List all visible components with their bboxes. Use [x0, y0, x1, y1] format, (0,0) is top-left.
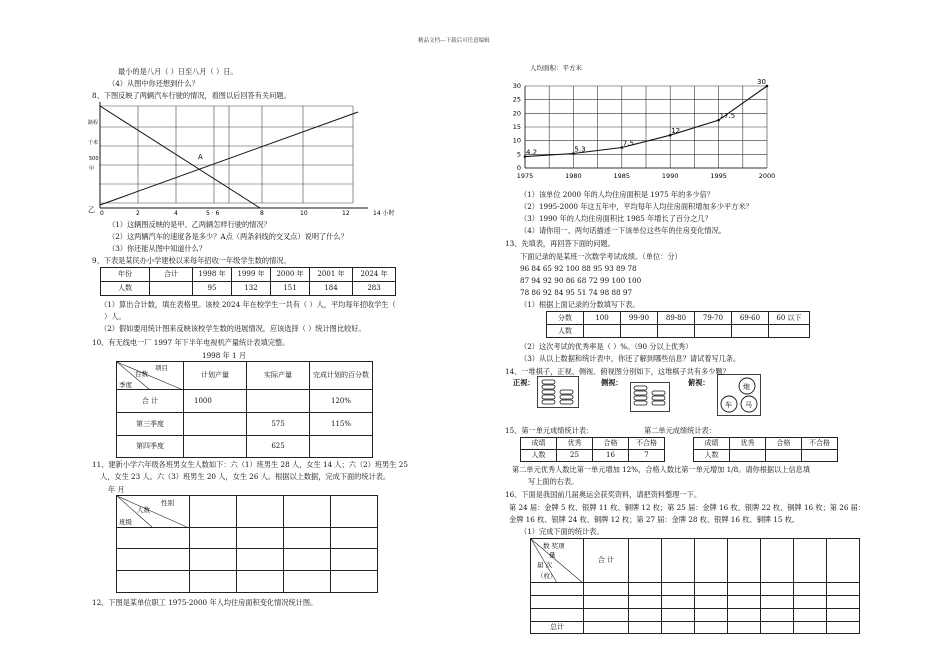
left-line-2: （4）从图中你还想到什么？: [108, 79, 199, 88]
q8-ylabel-top: 路程: [88, 120, 99, 126]
q16-diag-header: [531, 539, 584, 583]
q11-table: [116, 495, 378, 593]
q15a-r0: 人数: [521, 450, 557, 462]
q10-r1c1[interactable]: [184, 413, 247, 436]
y-tick-label: 0: [516, 164, 521, 172]
q8-xtick-10: 10: [300, 210, 308, 217]
q9-h3: 1999 年: [232, 268, 271, 282]
q9-r4: 151: [271, 282, 310, 296]
q16-table: [530, 538, 860, 634]
q16-cell[interactable]: [531, 596, 584, 609]
q8-xtick-12: 12: [342, 210, 350, 217]
q15b-r2[interactable]: [766, 450, 802, 462]
q10-r0c2[interactable]: [247, 390, 310, 413]
q15a-h2: 合格: [593, 438, 629, 450]
q13-r5[interactable]: [732, 325, 769, 338]
q16-sub-1: （1）完成下面的统计表。: [520, 527, 604, 536]
q15-text-2: 写上面的右表。: [528, 477, 579, 486]
q12-sub-3: （3）1990 年的人均住房面积比 1985 年增长了百分之几？: [520, 214, 712, 223]
q10-r1c2: 575: [247, 413, 310, 436]
q15a-r3: 7: [629, 450, 665, 462]
q10-r0c1: 1000: [184, 390, 247, 413]
q11-cell[interactable]: [237, 496, 284, 528]
page-header: 精品文档---下载后可任意编辑: [418, 38, 490, 44]
q12-sub-2: （2）1995-2000 年这五年中，平均每年人均住房面积增加多少平方米？: [520, 202, 753, 211]
data-label: 17.5: [719, 112, 736, 121]
q10-diag-item: 项目: [155, 364, 168, 372]
q15b-h1: 优秀: [730, 438, 766, 450]
housing-area-line-chart: [505, 78, 790, 183]
q11-cell[interactable]: [331, 549, 378, 571]
q10-diag-count: 台数: [135, 370, 148, 378]
q16-cell[interactable]: [827, 539, 860, 583]
q16-cell[interactable]: [794, 583, 827, 596]
q16-cell[interactable]: [695, 539, 728, 583]
q16-cell[interactable]: [584, 609, 629, 622]
q9-r5: 184: [310, 282, 353, 296]
question-15a: 15、第一单元成绩统计表：: [505, 426, 594, 435]
q13-sub-1: （1）根据上面记录的分数填写下表。: [520, 300, 640, 309]
q10-r2c1[interactable]: [184, 436, 247, 458]
q16-cell[interactable]: [584, 583, 629, 596]
q16-cell[interactable]: [794, 622, 827, 634]
q16-cell[interactable]: [662, 583, 695, 596]
y-tick-label: 15: [512, 123, 521, 131]
q16-diag-l2: 量: [549, 551, 556, 559]
q11-cell[interactable]: [117, 571, 190, 593]
q16-cell[interactable]: [761, 622, 794, 634]
q10-caption: 1998 年 1 月: [202, 351, 247, 360]
q11-cell[interactable]: [331, 528, 378, 549]
q11-cell[interactable]: [190, 496, 237, 528]
q16-cell[interactable]: [629, 596, 662, 609]
area-chart-title: 人均面积：平方米: [530, 64, 582, 72]
q15-table-1: [520, 437, 665, 462]
q13-table: [546, 311, 810, 338]
q16-cell[interactable]: [728, 539, 761, 583]
q13-r1[interactable]: [584, 325, 621, 338]
y-tick-label: 20: [512, 109, 521, 118]
q9-h1: 合计: [150, 268, 193, 282]
view-top-label: 俯视：: [688, 378, 710, 387]
q16-cell[interactable]: [794, 596, 827, 609]
q13-r3[interactable]: [658, 325, 695, 338]
q9-r6: 283: [353, 282, 396, 296]
q16-cell[interactable]: [827, 622, 860, 634]
q15a-h0: 成绩: [521, 438, 557, 450]
q10-diag-season: 季度: [119, 381, 132, 389]
q10-col1: 计划产量: [184, 362, 247, 390]
q11-cell[interactable]: [190, 528, 237, 549]
data-point: [766, 85, 769, 88]
data-label: 7.5: [622, 139, 634, 148]
q15b-r3[interactable]: [802, 450, 838, 462]
q13-h6: 60 以下: [769, 312, 810, 325]
score-row-2: 87 94 92 90 86 68 72 99 100 100: [520, 276, 642, 285]
x-tick-label: 1980: [565, 172, 582, 180]
q9-sub-1b: ）人。: [104, 312, 126, 321]
q13-h4: 79-70: [695, 312, 732, 325]
piece-che: 车: [725, 401, 732, 409]
q11-cell[interactable]: [284, 496, 331, 528]
q16-cell[interactable]: [531, 583, 584, 596]
q11-cell[interactable]: [284, 571, 331, 593]
piece-pao: 炮: [743, 383, 750, 391]
x-tick-label: 1985: [613, 172, 631, 180]
q8-sub-2: （2）这两辆汽车的速度各是多少？A点（两条斜线的交叉点）说明了什么？: [108, 232, 348, 241]
q16-cell[interactable]: [662, 539, 695, 583]
q16-col-total: 合 计: [584, 539, 629, 583]
q13-sub-2: （2）这次考试的优秀率是（ ）%。（90 分以上优秀）: [520, 342, 693, 351]
q16-cell[interactable]: [584, 622, 629, 634]
q9-h2: 1998 年: [193, 268, 232, 282]
question-10: 10、有无线电一厂 1997 年下半年电视机产量统计表填完整。: [92, 338, 290, 347]
q16-cell[interactable]: [695, 596, 728, 609]
q16-cell[interactable]: [761, 539, 794, 583]
q13-h5: 69-60: [732, 312, 769, 325]
q16-cell[interactable]: [662, 596, 695, 609]
q11-diag-gender: 性别: [161, 499, 174, 507]
q8-ylabel-units: 千米: [88, 140, 99, 146]
q16-diag-l4: （枚）: [537, 572, 557, 580]
q15b-h2: 合格: [766, 438, 802, 450]
q10-diag-header: [117, 362, 184, 390]
q15a-r1: 25: [557, 450, 593, 462]
question-13: 13、先填表，再回答下面的问题。: [505, 239, 615, 248]
front-view-figure: [537, 376, 579, 408]
y-tick-label: 30: [512, 82, 521, 90]
data-label: 5.3: [574, 145, 586, 154]
q13-h1: 100: [584, 312, 621, 325]
left-line-1: 最小的是八月（ ）日至八月（ ）日。: [118, 67, 238, 76]
question-11a: 11、建新小学六年级各班男女生人数如下：六（1）班男生 28 人，女生 14 人；六（2）班男生 25: [92, 460, 408, 469]
q16-cell[interactable]: [761, 609, 794, 622]
q15a-r2: 16: [593, 450, 629, 462]
q8-origin-label: 乙: [88, 206, 95, 214]
q10-col3: 完成计划的百分数: [310, 362, 373, 390]
q16-cell[interactable]: [827, 596, 860, 609]
q16-cell[interactable]: [629, 539, 662, 583]
q11-cell[interactable]: [331, 571, 378, 593]
question-11b: 人，女生 23 人。六（3）班男生 20 人，女生 26 人。根据以上数据，完成下面的统计表。: [100, 472, 391, 481]
q16-cell[interactable]: [531, 609, 584, 622]
q16-cell[interactable]: [662, 622, 695, 634]
q10-r2c2: 625: [247, 436, 310, 458]
question-16: 16、下面是我国前几届奥运会获奖资料，请把资料整理一下。: [505, 490, 702, 499]
y-tick-label: 25: [512, 95, 521, 104]
q8-travel-chart: [88, 100, 395, 217]
q8-y500: 500: [89, 156, 99, 162]
q9-r2: 95: [193, 282, 232, 296]
question-15b: 第二单元成绩统计表：: [644, 426, 716, 435]
x-tick-label: 1990: [661, 172, 679, 180]
data-label: 30: [757, 78, 766, 86]
side-view-figure: [630, 382, 670, 412]
q16-diag-l3: 届 次: [537, 561, 553, 569]
q9-table: [100, 267, 396, 296]
view-front-label: 正视：: [513, 378, 535, 387]
q11-cell[interactable]: [237, 571, 284, 593]
q16-cell[interactable]: [584, 596, 629, 609]
q16-cell[interactable]: [827, 583, 860, 596]
q11-cell[interactable]: [190, 571, 237, 593]
question-14: 14、一堆棋子，正视、侧视、俯视图分别如下，这堆棋子共有多少颗？: [505, 367, 730, 376]
q8-line-jia: [100, 106, 260, 208]
piece-ma: 马: [745, 401, 752, 409]
q16-cell[interactable]: [629, 583, 662, 596]
q11-cell[interactable]: [190, 549, 237, 571]
q9-h0: 年份: [101, 268, 150, 282]
view-side-label: 侧视：: [601, 378, 623, 387]
q10-col2: 实际产量: [247, 362, 310, 390]
data-label: 12: [671, 127, 681, 136]
score-row-1: 96 84 65 92 100 88 95 93 89 78: [520, 264, 637, 273]
x-tick-label: 1995: [710, 172, 727, 180]
question-8: 8、下图反映了两辆汽车行驶的情况，看图以后回答有关问题。: [92, 91, 291, 100]
q16-cell[interactable]: [629, 609, 662, 622]
q13-r4[interactable]: [695, 325, 732, 338]
q15b-h0: 成绩: [694, 438, 730, 450]
q8-xtick-14: 14 小时: [373, 210, 395, 217]
q16-cell[interactable]: [695, 609, 728, 622]
q11-cell[interactable]: [331, 496, 378, 528]
q15a-h3: 不合格: [629, 438, 665, 450]
q10-r2c3[interactable]: [310, 436, 373, 458]
q16-diag-l1: 数 奖项: [543, 542, 565, 550]
q16-cell[interactable]: [728, 622, 761, 634]
q15-table-2: [693, 437, 838, 462]
q11-cell[interactable]: [284, 528, 331, 549]
question-9: 9、下表是某民办小学建校以来每年招收一年级学生数的情况。: [92, 256, 291, 265]
y-tick-label: 10: [512, 136, 521, 145]
q9-h5: 2001 年: [310, 268, 353, 282]
q16-cell[interactable]: [662, 609, 695, 622]
q16-row-total: 总计: [531, 622, 584, 634]
q16-cell[interactable]: [695, 583, 728, 596]
x-tick-label: 1975: [516, 172, 534, 180]
q13-r0: 人数: [547, 325, 584, 338]
q13-intro: 下面记录的是某班一次数学考试成绩。（单位：分）: [520, 252, 682, 261]
q15b-h3: 不合格: [802, 438, 838, 450]
q8-point-a: A: [198, 153, 203, 161]
q8-sub-3: （3）你还能从图中知道什么？: [108, 244, 207, 253]
q8-series-label: 甲: [89, 166, 95, 172]
q13-r6[interactable]: [769, 325, 810, 338]
q16-cell[interactable]: [728, 583, 761, 596]
q16-text-1: 第 24 届：金牌 5 枚、银牌 11 枚、铜牌 12 枚；第 25 届：金牌 16 枚、银牌 22 枚、铜牌 16 枚；第 26 届：: [509, 503, 866, 512]
q13-r2[interactable]: [621, 325, 658, 338]
q15-text-1: 第二单元优秀人数比第一单元增加 12%，合格人数比第一单元增加 1/8。请你根据以上信息填: [512, 465, 811, 474]
q16-cell[interactable]: [629, 622, 662, 634]
q16-cell[interactable]: [695, 622, 728, 634]
q8-xtick-0: 0: [100, 210, 104, 217]
question-12: 12、下图是某单位职工 1975-2000 年人均住房面积变化情况统计图。: [92, 598, 318, 607]
q11-cell[interactable]: [237, 549, 284, 571]
q10-table: [116, 361, 373, 458]
q9-h4: 2000 年: [271, 268, 310, 282]
q11-year-month: 年 月: [108, 485, 125, 494]
q10-r2c0: 第四季度: [117, 436, 184, 458]
q9-sub-2: （2）假如要用统计图来反映该校学生数的进展情况，应该选择（ ）统计图比较好。: [100, 324, 366, 333]
q11-cell[interactable]: [284, 549, 331, 571]
q11-diag-header: [117, 496, 190, 528]
q13-h0: 分数: [547, 312, 584, 325]
q9-sub-1a: （1）算出合计数，填在表格里。该校 2024 年在校学生一共有（ ）人，平均每年招收学生（: [100, 300, 396, 309]
q13-sub-3: （3）从以上数据和统计表中，你还了解到哪些信息？请试着写几条。: [520, 354, 741, 363]
q13-h2: 99-90: [621, 312, 658, 325]
q9-r1[interactable]: [150, 282, 193, 296]
q8-sub-1: （1）这辆图反映的是甲、乙两辆怎样行驶的情况？: [108, 220, 271, 229]
q10-r1c0: 第三季度: [117, 413, 184, 436]
q15b-r1[interactable]: [730, 450, 766, 462]
data-label: 4.2: [526, 148, 538, 157]
q9-r0: 人数: [101, 282, 150, 296]
q16-cell[interactable]: [761, 596, 794, 609]
q16-cell[interactable]: [794, 539, 827, 583]
score-row-3: 78 86 92 84 95 51 74 98 88 97: [520, 288, 633, 297]
q11-diag-class: 班级: [119, 518, 132, 526]
y-tick-label: 5: [516, 150, 521, 159]
q8-xtick-8: 8: [260, 210, 264, 217]
q9-h6: 2024 年: [353, 268, 396, 282]
q16-text-2: 金牌 16 枚、银牌 24 枚、铜牌 12 枚；第 27 届：金牌 28 枚、银牌 16 枚、铜牌 15 枚。: [509, 515, 800, 524]
q10-r1c3: 115%: [310, 413, 373, 436]
q8-xtick-4: 4: [174, 210, 178, 217]
q11-diag-count: 人数: [137, 506, 150, 514]
q16-cell[interactable]: [761, 583, 794, 596]
q15b-r0: 人数: [694, 450, 730, 462]
q16-cell[interactable]: [728, 609, 761, 622]
q10-r0c0: 合 计: [117, 390, 184, 413]
x-tick-label: 2000: [758, 172, 776, 180]
q15a-h1: 优秀: [557, 438, 593, 450]
q11-cell[interactable]: [117, 528, 190, 549]
q16-cell[interactable]: [794, 609, 827, 622]
q12-sub-4: （4）请你用一、两句话描述一下该单位这些年的住房变化情况。: [520, 226, 726, 235]
q9-r3: 132: [232, 282, 271, 296]
q10-r0c3: 120%: [310, 390, 373, 413]
q13-h3: 89-80: [658, 312, 695, 325]
q11-cell[interactable]: [237, 528, 284, 549]
q16-cell[interactable]: [827, 609, 860, 622]
q8-xtick-2: 2: [136, 210, 140, 217]
q8-xtick-56: 5 · 6: [206, 210, 220, 217]
q12-sub-1: （1）该单位 2000 年的人均住房面积是 1975 年的多少倍？: [520, 190, 715, 199]
q11-cell[interactable]: [117, 549, 190, 571]
top-view-figure: [717, 374, 761, 416]
q16-cell[interactable]: [728, 596, 761, 609]
